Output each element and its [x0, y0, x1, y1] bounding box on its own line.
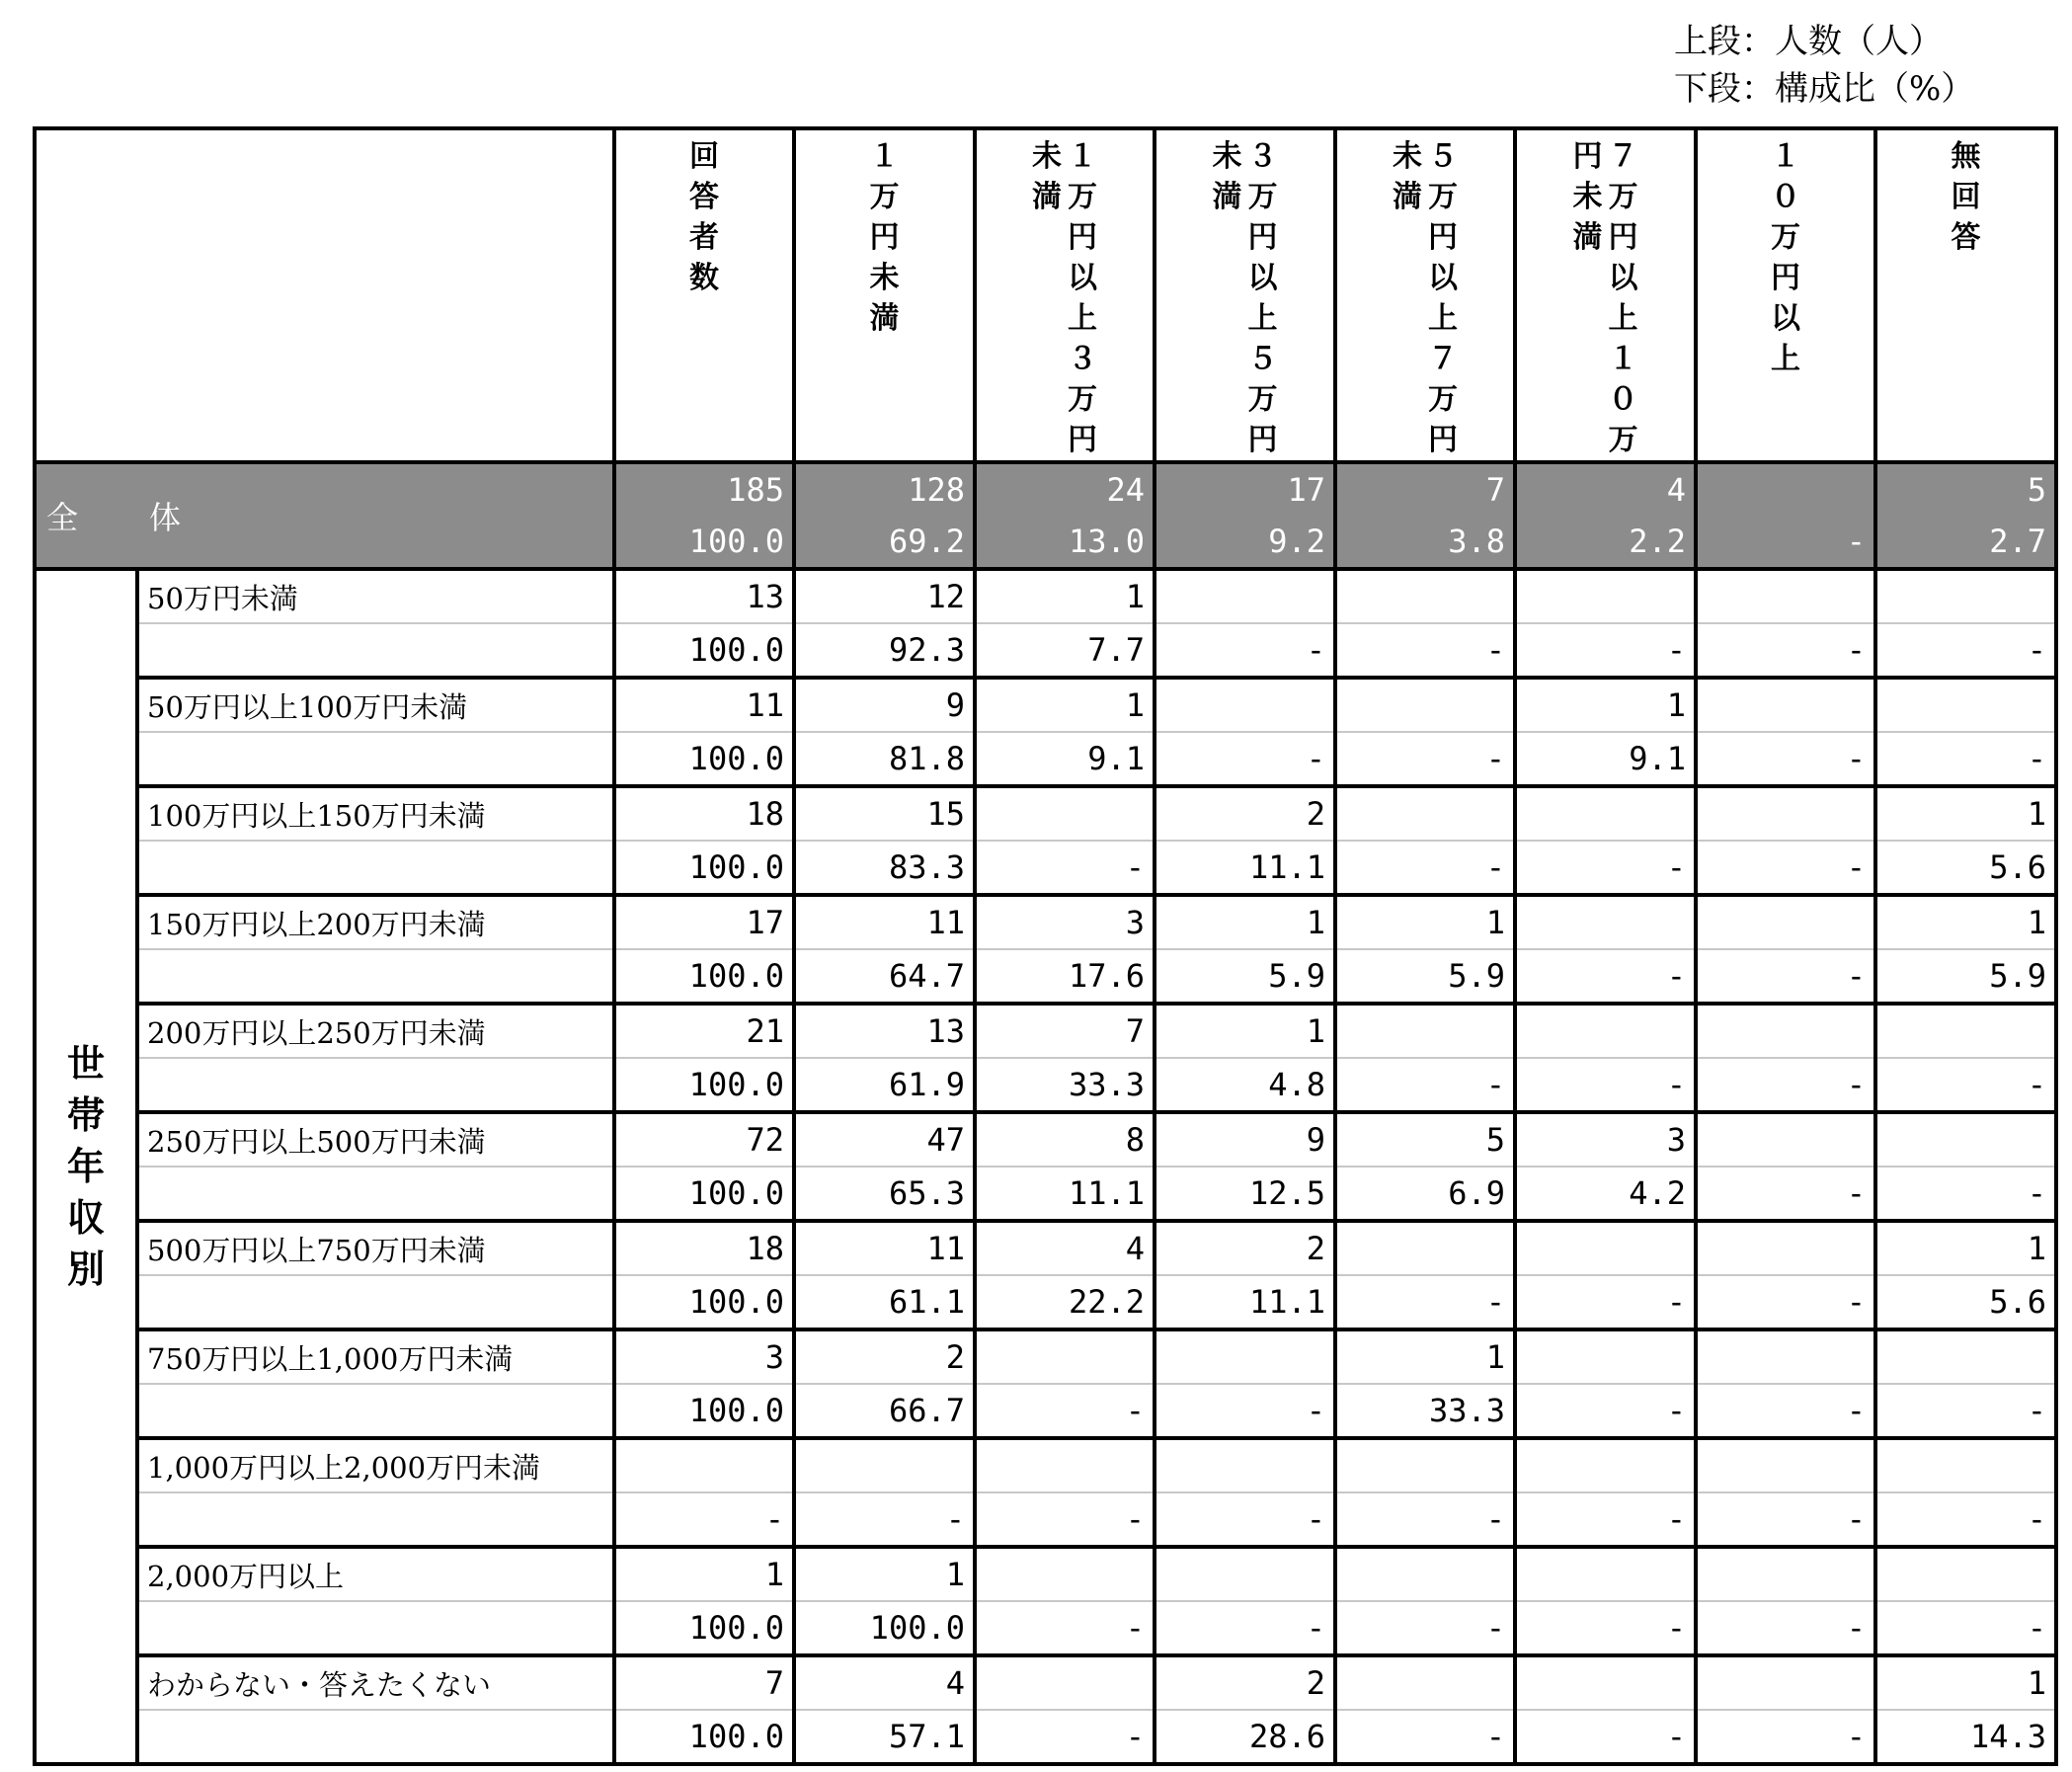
pct-cell: - — [1696, 1601, 1875, 1655]
header-row — [35, 128, 2056, 462]
row-label-spacer — [137, 1058, 614, 1112]
pct-cell: 5.9 — [1335, 949, 1515, 1004]
pct-cell: 5.6 — [1875, 1275, 2056, 1329]
column-header-2 — [975, 128, 1155, 462]
pct-cell: - — [975, 1384, 1155, 1438]
total-count-cell: 4 — [1515, 462, 1696, 516]
pct-cell: - — [1875, 1384, 2056, 1438]
row-label-spacer — [137, 1492, 614, 1547]
row-label-spacer — [137, 841, 614, 895]
total-count-cell: 17 — [1155, 462, 1335, 516]
count-cell: 72 — [614, 1112, 794, 1167]
column-header-text: 未 満 — [1212, 139, 1242, 214]
pct-cell: - — [1696, 1384, 1875, 1438]
count-cell: 1 — [1335, 1329, 1515, 1384]
column-header-4 — [1335, 128, 1515, 462]
column-header-5 — [1515, 128, 1696, 462]
row-label: 2,000万円以上 — [137, 1547, 614, 1601]
count-cell — [1335, 1547, 1515, 1601]
total-count-cell: 185 — [614, 462, 794, 516]
count-cell — [1696, 569, 1875, 623]
pct-cell: - — [1875, 732, 2056, 786]
pct-cell: 57.1 — [794, 1710, 975, 1764]
column-header-1 — [794, 128, 975, 462]
group-label: 世 帯 年 収 別 — [66, 1042, 105, 1291]
count-cell — [1335, 1438, 1515, 1492]
count-cell: 1 — [1875, 786, 2056, 841]
count-cell: 2 — [1155, 786, 1335, 841]
pct-cell: 33.3 — [1335, 1384, 1515, 1438]
row-label: 500万円以上750万円未満 — [137, 1221, 614, 1275]
count-cell: 15 — [794, 786, 975, 841]
pct-cell: 28.6 — [1155, 1710, 1335, 1764]
count-cell: 47 — [794, 1112, 975, 1167]
count-cell: 1 — [1515, 678, 1696, 732]
count-cell — [975, 1438, 1155, 1492]
legend-line-2: 下段：構成比（%） — [1674, 69, 1975, 109]
pct-cell: - — [1696, 1275, 1875, 1329]
count-cell — [1155, 1438, 1335, 1492]
pct-cell: - — [1155, 1492, 1335, 1547]
count-cell — [1875, 1112, 2056, 1167]
pct-cell: - — [975, 1492, 1155, 1547]
total-pct-cell: - — [1696, 516, 1875, 569]
pct-cell: 100.0 — [614, 949, 794, 1004]
table-row — [35, 1275, 2056, 1329]
pct-cell: - — [794, 1492, 975, 1547]
count-cell: 1 — [614, 1547, 794, 1601]
pct-cell: 61.9 — [794, 1058, 975, 1112]
pct-cell: 5.6 — [1875, 841, 2056, 895]
count-cell: 11 — [614, 678, 794, 732]
count-cell — [1515, 1221, 1696, 1275]
count-cell — [1875, 1547, 2056, 1601]
pct-cell: 33.3 — [975, 1058, 1155, 1112]
row-label-spacer — [137, 949, 614, 1004]
pct-cell: 5.9 — [1875, 949, 2056, 1004]
count-cell: 11 — [794, 895, 975, 949]
pct-cell: 11.1 — [975, 1167, 1155, 1221]
pct-cell: - — [1335, 732, 1515, 786]
pct-cell: - — [1515, 623, 1696, 678]
pct-cell: - — [1515, 1058, 1696, 1112]
pct-cell: 100.0 — [614, 623, 794, 678]
legend-line-1: 上段：人数（人） — [1674, 22, 1943, 61]
count-cell — [1696, 1329, 1875, 1384]
pct-cell: 100.0 — [614, 1167, 794, 1221]
count-cell — [1696, 1112, 1875, 1167]
count-cell — [1335, 1221, 1515, 1275]
table-body — [35, 462, 2056, 1764]
table-row — [35, 1167, 2056, 1221]
pct-cell: - — [1696, 732, 1875, 786]
pct-cell: - — [1875, 1058, 2056, 1112]
pct-cell: - — [1515, 841, 1696, 895]
pct-cell: - — [1696, 1710, 1875, 1764]
pct-cell: - — [1696, 623, 1875, 678]
row-label: わからない・答えたくない — [137, 1655, 614, 1710]
column-header-text: １ 万 円 未 満 — [869, 139, 900, 336]
pct-cell: - — [1335, 1601, 1515, 1655]
count-cell — [1335, 786, 1515, 841]
count-cell — [614, 1438, 794, 1492]
pct-cell: - — [1696, 1492, 1875, 1547]
pct-cell: 14.3 — [1875, 1710, 2056, 1764]
pct-cell: 6.9 — [1335, 1167, 1515, 1221]
total-count-cell: 128 — [794, 462, 975, 516]
income-crosstab-table — [33, 126, 2058, 1766]
pct-cell: 66.7 — [794, 1384, 975, 1438]
column-header-3 — [1155, 128, 1335, 462]
pct-cell: - — [1155, 623, 1335, 678]
pct-cell: 9.1 — [1515, 732, 1696, 786]
table-row — [35, 623, 2056, 678]
pct-cell: 65.3 — [794, 1167, 975, 1221]
pct-cell: - — [614, 1492, 794, 1547]
count-cell — [1155, 1547, 1335, 1601]
row-label: 1,000万円以上2,000万円未満 — [137, 1438, 614, 1492]
count-cell — [1155, 1329, 1335, 1384]
count-cell — [1155, 569, 1335, 623]
total-count-cell — [1696, 462, 1875, 516]
count-cell — [1875, 1329, 2056, 1384]
table-row — [35, 1438, 2056, 1492]
count-cell: 1 — [975, 569, 1155, 623]
count-cell: 12 — [794, 569, 975, 623]
count-cell: 1 — [975, 678, 1155, 732]
count-cell — [1335, 1004, 1515, 1058]
column-header-text: ７ 万 円 以 上 １ ０ 万 — [1608, 139, 1638, 457]
count-cell — [1875, 678, 2056, 732]
table-row — [35, 569, 2056, 623]
count-cell — [1696, 678, 1875, 732]
count-cell — [1515, 569, 1696, 623]
count-cell: 1 — [1875, 895, 2056, 949]
pct-cell: - — [1335, 1058, 1515, 1112]
row-label: 100万円以上150万円未満 — [137, 786, 614, 841]
count-cell — [1696, 1004, 1875, 1058]
pct-cell: - — [1696, 1167, 1875, 1221]
legend — [1674, 18, 1974, 113]
count-cell: 1 — [1155, 895, 1335, 949]
count-cell — [1875, 1004, 2056, 1058]
pct-cell: 100.0 — [614, 732, 794, 786]
row-label: 50万円未満 — [137, 569, 614, 623]
count-cell — [1696, 1547, 1875, 1601]
pct-cell: 100.0 — [614, 1058, 794, 1112]
count-cell — [1335, 678, 1515, 732]
count-cell — [1155, 678, 1335, 732]
count-cell: 7 — [975, 1004, 1155, 1058]
pct-cell: - — [1515, 949, 1696, 1004]
row-label: 50万円以上100万円未満 — [137, 678, 614, 732]
row-label-spacer — [137, 732, 614, 786]
count-cell — [1696, 1221, 1875, 1275]
count-cell: 9 — [794, 678, 975, 732]
count-cell — [1696, 1655, 1875, 1710]
column-header-7 — [1875, 128, 2056, 462]
row-label-spacer — [137, 1384, 614, 1438]
count-cell: 3 — [614, 1329, 794, 1384]
count-cell — [975, 786, 1155, 841]
pct-cell: 100.0 — [794, 1601, 975, 1655]
total-pct-cell: 2.7 — [1875, 516, 2056, 569]
column-header-text: １ 万 円 以 上 ３ 万 円 — [1068, 139, 1097, 457]
count-cell: 9 — [1155, 1112, 1335, 1167]
pct-cell: 17.6 — [975, 949, 1155, 1004]
pct-cell: 83.3 — [794, 841, 975, 895]
pct-cell: 61.1 — [794, 1275, 975, 1329]
total-pct-cell: 9.2 — [1155, 516, 1335, 569]
pct-cell: - — [1696, 841, 1875, 895]
table-row — [35, 732, 2056, 786]
count-cell: 13 — [614, 569, 794, 623]
column-header-text: 未 満 — [1393, 139, 1422, 214]
pct-cell: - — [1515, 1275, 1696, 1329]
table-row — [35, 1601, 2056, 1655]
pct-cell: - — [1515, 1384, 1696, 1438]
pct-cell: 5.9 — [1155, 949, 1335, 1004]
table-row — [35, 1492, 2056, 1547]
pct-cell: 9.1 — [975, 732, 1155, 786]
count-cell: 2 — [1155, 1655, 1335, 1710]
group-label-cell — [35, 569, 137, 1764]
count-cell: 1 — [794, 1547, 975, 1601]
table-row — [35, 841, 2056, 895]
pct-cell: - — [975, 1601, 1155, 1655]
pct-cell: - — [1515, 1492, 1696, 1547]
count-cell: 1 — [1875, 1221, 2056, 1275]
count-cell — [975, 1547, 1155, 1601]
table-row — [35, 1221, 2056, 1275]
total-pct-cell: 100.0 — [614, 516, 794, 569]
table-row — [35, 1112, 2056, 1167]
count-cell: 3 — [975, 895, 1155, 949]
pct-cell: 7.7 — [975, 623, 1155, 678]
header-corner — [35, 128, 614, 462]
total-pct-cell: 69.2 — [794, 516, 975, 569]
count-cell — [1515, 1655, 1696, 1710]
pct-cell: - — [1875, 1167, 2056, 1221]
pct-cell: - — [975, 841, 1155, 895]
pct-cell: - — [1696, 1058, 1875, 1112]
count-cell — [1515, 1004, 1696, 1058]
column-header-text: 回 答 者 数 — [689, 139, 719, 295]
row-label-spacer — [137, 1710, 614, 1764]
pct-cell: - — [1335, 623, 1515, 678]
row-label: 200万円以上250万円未満 — [137, 1004, 614, 1058]
table-row — [35, 1329, 2056, 1384]
pct-cell: - — [1155, 732, 1335, 786]
pct-cell: 81.8 — [794, 732, 975, 786]
count-cell — [1515, 1438, 1696, 1492]
pct-cell: - — [1335, 1710, 1515, 1764]
table-row — [35, 1710, 2056, 1764]
count-cell — [794, 1438, 975, 1492]
table-row — [35, 1655, 2056, 1710]
total-count-cell: 24 — [975, 462, 1155, 516]
table-row — [35, 678, 2056, 732]
pct-cell: 92.3 — [794, 623, 975, 678]
count-cell: 4 — [794, 1655, 975, 1710]
pct-cell: - — [1875, 1492, 2056, 1547]
column-header-6 — [1696, 128, 1875, 462]
column-header-text: ３ 万 円 以 上 ５ 万 円 — [1247, 139, 1278, 457]
column-header-text: 未 満 — [1032, 139, 1062, 214]
count-cell: 18 — [614, 1221, 794, 1275]
count-cell: 1 — [1875, 1655, 2056, 1710]
count-cell: 8 — [975, 1112, 1155, 1167]
table-row — [35, 1547, 2056, 1601]
count-cell: 2 — [1155, 1221, 1335, 1275]
pct-cell: 100.0 — [614, 1710, 794, 1764]
count-cell: 2 — [794, 1329, 975, 1384]
pct-cell: 100.0 — [614, 1601, 794, 1655]
pct-cell: 4.2 — [1515, 1167, 1696, 1221]
pct-cell: 11.1 — [1155, 841, 1335, 895]
pct-cell: - — [1875, 1601, 2056, 1655]
pct-cell: - — [1696, 949, 1875, 1004]
pct-cell: - — [1155, 1601, 1335, 1655]
pct-cell: 100.0 — [614, 1275, 794, 1329]
row-label: 750万円以上1,000万円未満 — [137, 1329, 614, 1384]
count-cell: 11 — [794, 1221, 975, 1275]
column-header-text: ５ 万 円 以 上 ７ 万 円 — [1428, 139, 1458, 457]
count-cell — [1696, 786, 1875, 841]
pct-cell: - — [1335, 841, 1515, 895]
row-label: 250万円以上500万円未満 — [137, 1112, 614, 1167]
pct-cell: - — [1155, 1384, 1335, 1438]
pct-cell: - — [1515, 1710, 1696, 1764]
count-cell — [975, 1655, 1155, 1710]
pct-cell: 100.0 — [614, 1384, 794, 1438]
row-label-spacer — [137, 623, 614, 678]
pct-cell: 11.1 — [1155, 1275, 1335, 1329]
pct-cell: 12.5 — [1155, 1167, 1335, 1221]
pct-cell: - — [1335, 1275, 1515, 1329]
pct-cell: 22.2 — [975, 1275, 1155, 1329]
count-cell: 17 — [614, 895, 794, 949]
count-cell — [1515, 1547, 1696, 1601]
count-cell: 21 — [614, 1004, 794, 1058]
pct-cell: - — [1515, 1601, 1696, 1655]
count-cell — [1515, 895, 1696, 949]
total-pct-cell: 3.8 — [1335, 516, 1515, 569]
pct-cell: - — [1875, 623, 2056, 678]
pct-cell: 4.8 — [1155, 1058, 1335, 1112]
count-cell — [1335, 1655, 1515, 1710]
count-cell: 1 — [1335, 895, 1515, 949]
pct-cell: 64.7 — [794, 949, 975, 1004]
column-header-text: 無 回 答 — [1951, 139, 1981, 255]
count-cell — [1696, 1438, 1875, 1492]
row-label-spacer — [137, 1167, 614, 1221]
count-cell — [1515, 786, 1696, 841]
total-pct-cell: 2.2 — [1515, 516, 1696, 569]
column-header-text: １ ０ 万 円 以 上 — [1771, 139, 1800, 376]
table-row — [35, 786, 2056, 841]
count-cell — [1875, 569, 2056, 623]
row-label-spacer — [137, 1601, 614, 1655]
pct-cell: - — [975, 1710, 1155, 1764]
count-cell: 5 — [1335, 1112, 1515, 1167]
count-cell: 4 — [975, 1221, 1155, 1275]
count-cell — [1515, 1329, 1696, 1384]
count-cell: 18 — [614, 786, 794, 841]
total-count-cell: 7 — [1335, 462, 1515, 516]
row-label: 150万円以上200万円未満 — [137, 895, 614, 949]
count-cell — [1335, 569, 1515, 623]
column-header-text: 円 未 満 — [1572, 139, 1603, 255]
count-cell — [975, 1329, 1155, 1384]
pct-cell: 100.0 — [614, 841, 794, 895]
count-cell: 1 — [1155, 1004, 1335, 1058]
row-label-spacer — [137, 1275, 614, 1329]
total-count-cell: 5 — [1875, 462, 2056, 516]
count-cell: 7 — [614, 1655, 794, 1710]
count-cell — [1696, 895, 1875, 949]
table-row — [35, 1384, 2056, 1438]
pct-cell: - — [1335, 1492, 1515, 1547]
table-row — [35, 1058, 2056, 1112]
count-cell: 3 — [1515, 1112, 1696, 1167]
total-label: 全 体 — [35, 462, 614, 569]
total-pct-cell: 13.0 — [975, 516, 1155, 569]
total-row-counts — [35, 462, 2056, 516]
count-cell: 13 — [794, 1004, 975, 1058]
column-header-0 — [614, 128, 794, 462]
count-cell — [1875, 1438, 2056, 1492]
table-row — [35, 1004, 2056, 1058]
table-row — [35, 949, 2056, 1004]
table-row — [35, 895, 2056, 949]
